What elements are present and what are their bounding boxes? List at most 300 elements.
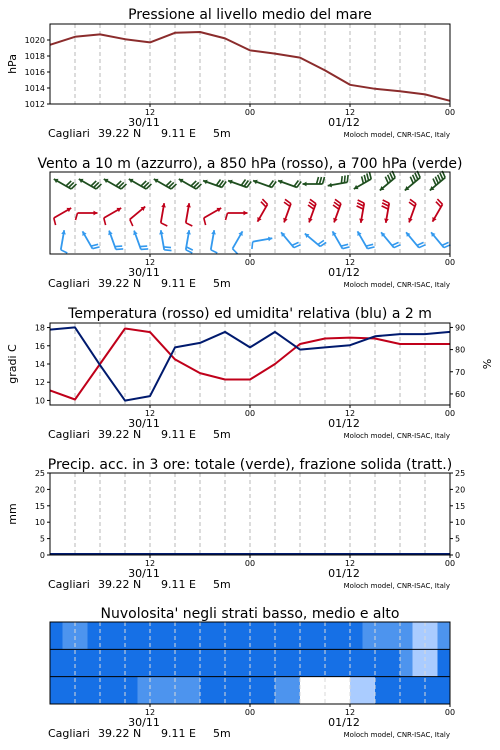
wind-barb-700-hPa: [228, 180, 251, 188]
cloud-cell-medio: [75, 649, 88, 677]
cloud-cell-alto: [250, 622, 263, 650]
temperature-grid: [75, 323, 425, 405]
temperature-xtick-label: 12: [344, 409, 356, 418]
wind-barb-feather: [385, 177, 388, 184]
cloud-cell-basso: [188, 677, 201, 705]
cloud-cell-medio: [438, 649, 451, 677]
wind-barb-700-hPa: [54, 179, 77, 189]
cloud-cell-basso: [400, 677, 413, 705]
wind-barb-10-m: [133, 231, 148, 250]
cloud-cell-medio: [163, 649, 176, 677]
pressure-xtick-label: 00: [444, 108, 456, 117]
wind-credit: Moloch model, CNR-ISAC, Italy: [343, 281, 450, 289]
cloud-cell-medio: [275, 649, 288, 677]
wind-barb-850-hPa: [161, 203, 168, 226]
cloud-cell-medio: [125, 649, 138, 677]
wind-barb-feather: [186, 250, 193, 253]
cloud-cell-alto: [213, 622, 226, 650]
cloud-cell-medio: [413, 649, 426, 677]
pressure-ytick-label: 1014: [24, 84, 45, 93]
wind-barb-feather: [320, 177, 322, 184]
temperature-ytick-label: 10: [34, 396, 45, 406]
cloud-cell-basso: [300, 677, 313, 705]
precipitation-ytick-label: 20: [34, 485, 45, 495]
wind-barb-10-m: [406, 232, 426, 247]
cloud-title: Nuvolosita' negli strati basso, medio e alto: [100, 606, 400, 622]
cloud-cell-alto: [125, 622, 138, 650]
cloud-cell-basso: [363, 677, 376, 705]
wind-barb-feather: [366, 244, 373, 246]
cloud-cell-medio: [350, 649, 363, 677]
cloud-cell-alto: [100, 622, 113, 650]
wind-barb-feather: [252, 242, 253, 249]
cloud-location-lon: 9.11 E: [161, 727, 196, 740]
cloud-cell-medio: [250, 649, 263, 677]
wind-barb-10-m: [233, 231, 243, 254]
cloud-cell-medio: [225, 649, 238, 677]
wind-barb-feather: [161, 223, 168, 226]
wind-barb-feather: [358, 200, 365, 203]
cloud-cell-alto: [200, 622, 213, 650]
wind-barb-feather: [211, 250, 218, 253]
pressure-xtick-label: 00: [244, 108, 256, 117]
wind-barb-feather: [140, 246, 147, 247]
wind-barb-feather: [204, 218, 206, 225]
precipitation-location-lat: 39.22 N: [98, 578, 142, 591]
precipitation-date-label: 01/12: [328, 567, 360, 580]
cloud-cell-basso: [163, 677, 176, 705]
wind-barb-feather: [440, 173, 443, 180]
cloud-cell-alto: [188, 622, 201, 650]
wind-barb-feather: [357, 203, 364, 206]
cloud-cell-alto: [50, 622, 63, 650]
wind-barb-head: [244, 211, 248, 216]
wind-barb-700-hPa: [405, 171, 420, 191]
precipitation-location-lon: 9.11 E: [161, 578, 196, 591]
cloud-xtick-label: 12: [344, 708, 356, 717]
temperature-ytick-label: 12: [34, 378, 45, 388]
precipitation-panel: [6, 457, 465, 591]
cloud-cell-medio: [388, 649, 401, 677]
cloud-xtick-label: 12: [144, 708, 156, 717]
wind-barb-850-hPa: [357, 200, 365, 223]
cloud-cell-alto: [150, 622, 163, 650]
wind-barb-feather: [226, 213, 228, 220]
precipitation-right-ytick-right-label: 5: [455, 534, 461, 544]
pressure-panel: [6, 7, 455, 140]
wind-barb-feather: [347, 175, 348, 182]
wind-barb-850-hPa: [333, 199, 341, 222]
wind-location-lat: 39.22 N: [98, 277, 142, 290]
wind-barb-700-hPa: [129, 179, 152, 189]
temperature-xtick-label: 12: [144, 409, 156, 418]
cloud-cell-alto: [75, 622, 88, 650]
cloud-cell-basso: [100, 677, 113, 705]
wind-barb-feather: [388, 175, 391, 182]
temperature-credit: Moloch model, CNR-ISAC, Italy: [343, 432, 450, 440]
wind-barb-feather: [382, 203, 389, 206]
wind-barb-feather: [104, 218, 106, 225]
wind-barb-feather: [292, 242, 299, 245]
wind-barb-700-hPa: [328, 175, 348, 187]
wind-date-label: 01/12: [328, 266, 360, 279]
precipitation-ytick-label: 10: [34, 518, 45, 528]
wind-barb-10-m: [186, 230, 193, 253]
wind-barb-feather: [323, 177, 325, 184]
humidity-ytick-right-label: 60: [455, 389, 466, 399]
wind-barb-feather: [54, 218, 56, 225]
cloud-cell-basso: [425, 677, 438, 705]
cloud-cell-medio: [113, 649, 126, 677]
wind-xtick-label: 00: [444, 258, 456, 267]
cloud-cell-alto: [238, 622, 251, 650]
wind-barb-700-hPa: [380, 171, 395, 191]
cloud-cell-basso: [113, 677, 126, 705]
wind-barb-850-hPa: [432, 199, 442, 222]
pressure-ytick-label: 1012: [24, 100, 45, 109]
cloud-location-name: Cagliari: [48, 727, 90, 740]
temperature-date-label: 01/12: [328, 417, 360, 430]
precipitation-xtick-label: 00: [444, 559, 456, 568]
cloud-cell-basso: [175, 677, 188, 705]
cloud-cell-basso: [138, 677, 151, 705]
cloud-credit: Moloch model, CNR-ISAC, Italy: [343, 731, 450, 739]
wind-barb-feather: [116, 249, 123, 250]
cloud-cell-medio: [100, 649, 113, 677]
precipitation-ytick-label: 0: [39, 551, 45, 560]
precipitation-ylabel: mm: [6, 503, 19, 525]
wind-barb-feather: [164, 250, 171, 251]
wind-xaxis: [48, 254, 455, 290]
cloud-cell-alto: [413, 622, 426, 650]
wind-barb-feather: [164, 247, 171, 248]
cloud-cell-alto: [438, 622, 451, 650]
wind-barb-feather: [410, 177, 413, 184]
cloud-cell-basso: [388, 677, 401, 705]
cloud-cell-basso: [250, 677, 263, 705]
precipitation-location-elev: 5m: [213, 578, 231, 591]
wind-barb-10-m: [82, 231, 99, 248]
cloud-cell-medio: [288, 649, 301, 677]
wind-barbs: [54, 171, 451, 254]
cloud-cell-alto: [338, 622, 351, 650]
precipitation-date-label: 30/11: [128, 567, 160, 580]
wind-barb-feather: [382, 206, 389, 209]
wind-barb-850-hPa: [186, 203, 193, 226]
pressure-credit: Moloch model, CNR-ISAC, Italy: [343, 131, 450, 139]
wind-barb-10-m: [305, 234, 326, 247]
wind-barb-feather: [394, 245, 401, 248]
temperature-ytick-label: 16: [34, 341, 45, 351]
pressure-location-elev: 5m: [213, 127, 231, 140]
cloud-cell-basso: [125, 677, 138, 705]
precipitation-xtick-label: 00: [244, 559, 256, 568]
cloud-cell-basso: [438, 677, 451, 705]
wind-barb-850-hPa: [54, 208, 71, 225]
wind-barb-feather: [130, 219, 133, 226]
cloud-cell-medio: [63, 649, 76, 677]
wind-barb-feather: [141, 249, 148, 250]
wind-barb-feather: [438, 175, 441, 182]
temperature-location-lat: 39.22 N: [98, 428, 142, 441]
wind-barb-700-hPa: [179, 179, 202, 189]
cloud-cell-medio: [375, 649, 388, 677]
cloud-cell-alto: [163, 622, 176, 650]
wind-barb-feather: [413, 175, 416, 182]
cloud-cell-alto: [400, 622, 413, 650]
wind-barb-700-hPa: [104, 179, 127, 189]
wind-location-lon: 9.11 E: [161, 277, 196, 290]
wind-barb-700-hPa: [354, 172, 371, 189]
wind-barb-850-hPa: [226, 211, 248, 220]
wind-barb-700-hPa: [278, 180, 301, 188]
humidity-ytick-right-label: 80: [455, 345, 466, 355]
wind-barb-feather: [294, 245, 301, 248]
precipitation-grid: [75, 473, 425, 555]
wind-barb-700-hPa: [303, 177, 325, 186]
cloud-cell-alto: [225, 622, 238, 650]
wind-barb-850-hPa: [204, 208, 221, 225]
wind-barb-feather: [357, 206, 364, 209]
pressure-ytick-label: 1018: [24, 52, 45, 61]
temperature-xtick-label: 00: [444, 409, 456, 418]
temperature-panel: [6, 306, 494, 441]
pressure-xaxis: [48, 104, 455, 140]
cloud-xaxis: [48, 704, 455, 740]
cloud-location-lat: 39.22 N: [98, 727, 142, 740]
precipitation-ytick-label: 15: [34, 501, 45, 511]
cloud-cell-alto: [263, 622, 276, 650]
cloud-cell-basso: [200, 677, 213, 705]
temperature-ylabel: gradi C: [6, 344, 19, 384]
cloud-cell-alto: [425, 622, 438, 650]
wind-barb-10-m: [332, 231, 349, 248]
precipitation-right-ytick-right-label: 20: [455, 485, 466, 495]
wind-barb-700-hPa: [430, 171, 445, 191]
cloud-date-label: 30/11: [128, 716, 160, 729]
wind-barb-10-m: [252, 237, 272, 249]
cloud-cell-alto: [138, 622, 151, 650]
pressure-ylabel: hPa: [6, 54, 19, 74]
cloud-cell-alto: [175, 622, 188, 650]
humidity-ytick-right-label: 70: [455, 367, 466, 377]
cloud-cell-alto: [88, 622, 101, 650]
wind-barb-850-hPa: [130, 207, 145, 227]
cloud-cell-alto: [113, 622, 126, 650]
temperature-date-label: 30/11: [128, 417, 160, 430]
precipitation-ytick-label: 5: [39, 534, 45, 544]
precipitation-right-ytick-right-label: 25: [455, 469, 466, 478]
humidity-ylabel: %: [481, 358, 494, 370]
wind-barb-feather: [419, 245, 426, 248]
wind-barb-700-hPa: [154, 179, 177, 189]
wind-barb-10-m: [108, 231, 123, 250]
wind-barb-10-m: [61, 230, 68, 253]
pressure-location-lon: 9.11 E: [161, 127, 196, 140]
wind-location-elev: 5m: [213, 277, 231, 290]
wind-xtick-label: 12: [144, 258, 156, 267]
cloud-cell-basso: [325, 677, 338, 705]
temperature-title: Temperatura (rosso) ed umidita' relativa (blu) a 2 m: [68, 306, 432, 322]
wind-barb-700-hPa: [253, 180, 276, 188]
wind-title: Vento a 10 m (azzurro), a 850 hPa (rosso), a 700 hPa (verde): [37, 156, 463, 172]
wind-barb-10-m: [211, 230, 218, 253]
cloud-cell-basso: [275, 677, 288, 705]
temperature-location-lon: 9.11 E: [161, 428, 196, 441]
cloud-cell-medio: [200, 649, 213, 677]
wind-barb-feather: [91, 244, 98, 246]
cloud-cell-basso: [338, 677, 351, 705]
pressure-ytick-label: 1020: [24, 36, 45, 45]
cloud-cell-basso: [238, 677, 251, 705]
precipitation-ytick-label: 25: [34, 469, 45, 478]
cloud-cell-alto: [313, 622, 326, 650]
cloud-cell-medio: [150, 649, 163, 677]
precipitation-credit: Moloch model, CNR-ISAC, Italy: [343, 582, 450, 590]
precipitation-right-ytick-right-label: 0: [455, 551, 461, 560]
wind-barb-850-hPa: [104, 208, 121, 225]
cloud-cell-medio: [425, 649, 438, 677]
cloud-cell-basso: [413, 677, 426, 705]
wind-barb-10-m: [381, 232, 401, 247]
temperature-xaxis: [48, 405, 455, 441]
wind-panel: [37, 156, 462, 290]
cloud-cell-medio: [188, 649, 201, 677]
wind-barb-feather: [186, 247, 193, 250]
pressure-date-label: 01/12: [328, 116, 360, 129]
wind-barb-feather: [341, 176, 342, 183]
cloud-cell-basso: [350, 677, 363, 705]
wind-barb-10-m: [357, 231, 374, 248]
wind-barb-feather: [390, 173, 393, 180]
cloud-cell-medio: [300, 649, 313, 677]
cloud-cell-alto: [288, 622, 301, 650]
wind-barb-feather: [415, 173, 418, 180]
cloud-cell-alto: [388, 622, 401, 650]
pressure-xtick-label: 12: [344, 108, 356, 117]
cloud-cell-medio: [175, 649, 188, 677]
cloud-cell-basso: [225, 677, 238, 705]
cloud-xtick-label: 00: [444, 708, 456, 717]
wind-barb-feather: [433, 179, 436, 186]
wind-barb-850-hPa: [382, 200, 390, 223]
cloud-cell-alto: [363, 622, 376, 650]
pressure-date-label: 30/11: [128, 116, 160, 129]
wind-barb-feather: [364, 175, 366, 182]
wind-xtick-label: 12: [344, 258, 356, 267]
humidity-ytick-right-label: 90: [455, 323, 466, 333]
cloud-cell-medio: [213, 649, 226, 677]
cloud-cell-medio: [325, 649, 338, 677]
cloud-cell-basso: [150, 677, 163, 705]
wind-barb-feather: [417, 242, 424, 245]
wind-date-label: 30/11: [128, 266, 160, 279]
precipitation-title: Precip. acc. in 3 ore: totale (verde), frazione solida (tratt.): [47, 457, 453, 473]
cloud-heatmap: [50, 622, 450, 704]
wind-barb-850-hPa: [257, 199, 267, 222]
precipitation-xaxis: [48, 555, 455, 591]
cloud-cell-alto: [275, 622, 288, 650]
wind-barb-feather: [442, 242, 449, 245]
precipitation-right-ytick-right-label: 10: [455, 518, 466, 528]
precipitation-xtick-label: 12: [144, 559, 156, 568]
temperature-location-name: Cagliari: [48, 428, 90, 441]
pressure-title: Pressione al livello medio del mare: [128, 7, 372, 23]
cloud-cell-basso: [213, 677, 226, 705]
wind-barb-feather: [392, 242, 399, 245]
wind-barb-feather: [383, 200, 390, 203]
temperature-xtick-label: 00: [244, 409, 256, 418]
cloud-cell-medio: [363, 649, 376, 677]
wind-barb-feather: [367, 173, 369, 180]
pressure-ytick-label: 1016: [24, 68, 45, 77]
cloud-xtick-label: 00: [244, 708, 256, 717]
cloud-cell-medio: [138, 649, 151, 677]
wind-barb-850-hPa: [408, 199, 416, 222]
wind-barb-feather: [435, 177, 438, 184]
cloud-date-label: 01/12: [328, 716, 360, 729]
precipitation-xtick-label: 12: [344, 559, 356, 568]
precipitation-right-ytick-right-label: 15: [455, 501, 466, 511]
pressure-location-name: Cagliari: [48, 127, 90, 140]
cloud-cell-basso: [313, 677, 326, 705]
cloud-location-elev: 5m: [213, 727, 231, 740]
pressure-xtick-label: 12: [144, 108, 156, 117]
cloud-panel: [48, 606, 455, 740]
wind-barb-850-hPa: [283, 199, 291, 222]
wind-location-name: Cagliari: [48, 277, 90, 290]
wind-barb-feather: [93, 247, 100, 249]
cloud-cell-medio: [88, 649, 101, 677]
cloud-cell-medio: [313, 649, 326, 677]
wind-barb-700-hPa: [203, 180, 226, 188]
pressure-yticks: [25, 36, 50, 109]
wind-barb-850-hPa: [76, 211, 98, 220]
wind-barb-feather: [343, 247, 350, 249]
cloud-cell-alto: [300, 622, 313, 650]
cloud-cell-medio: [400, 649, 413, 677]
cloud-cell-basso: [63, 677, 76, 705]
cloud-cell-medio: [338, 649, 351, 677]
wind-barb-feather: [61, 250, 68, 253]
wind-barb-feather: [369, 172, 371, 179]
wind-barb-feather: [344, 176, 345, 183]
wind-barb-feather: [186, 223, 193, 226]
wind-xtick-label: 00: [244, 258, 256, 267]
cloud-cell-basso: [88, 677, 101, 705]
wind-barb-head: [303, 182, 307, 187]
cloud-cell-alto: [63, 622, 76, 650]
cloud-cell-medio: [263, 649, 276, 677]
wind-barb-feather: [115, 246, 122, 247]
wind-barb-feather: [233, 249, 238, 254]
temperature-ytick-label: 14: [34, 360, 45, 369]
cloud-cell-basso: [50, 677, 63, 705]
cloud-cell-basso: [263, 677, 276, 705]
pressure-grid: [75, 24, 425, 104]
pressure-location-lat: 39.22 N: [98, 127, 142, 140]
precipitation-location-name: Cagliari: [48, 578, 90, 591]
wind-barb-feather: [76, 213, 78, 220]
cloud-cell-basso: [75, 677, 88, 705]
wind-barb-700-hPa: [79, 179, 102, 189]
wind-barb-feather: [317, 177, 319, 184]
cloud-cell-medio: [238, 649, 251, 677]
precipitation-frame: [50, 473, 450, 555]
cloud-cell-alto: [325, 622, 338, 650]
cloud-cell-basso: [375, 677, 388, 705]
wind-barb-10-m: [159, 230, 171, 250]
